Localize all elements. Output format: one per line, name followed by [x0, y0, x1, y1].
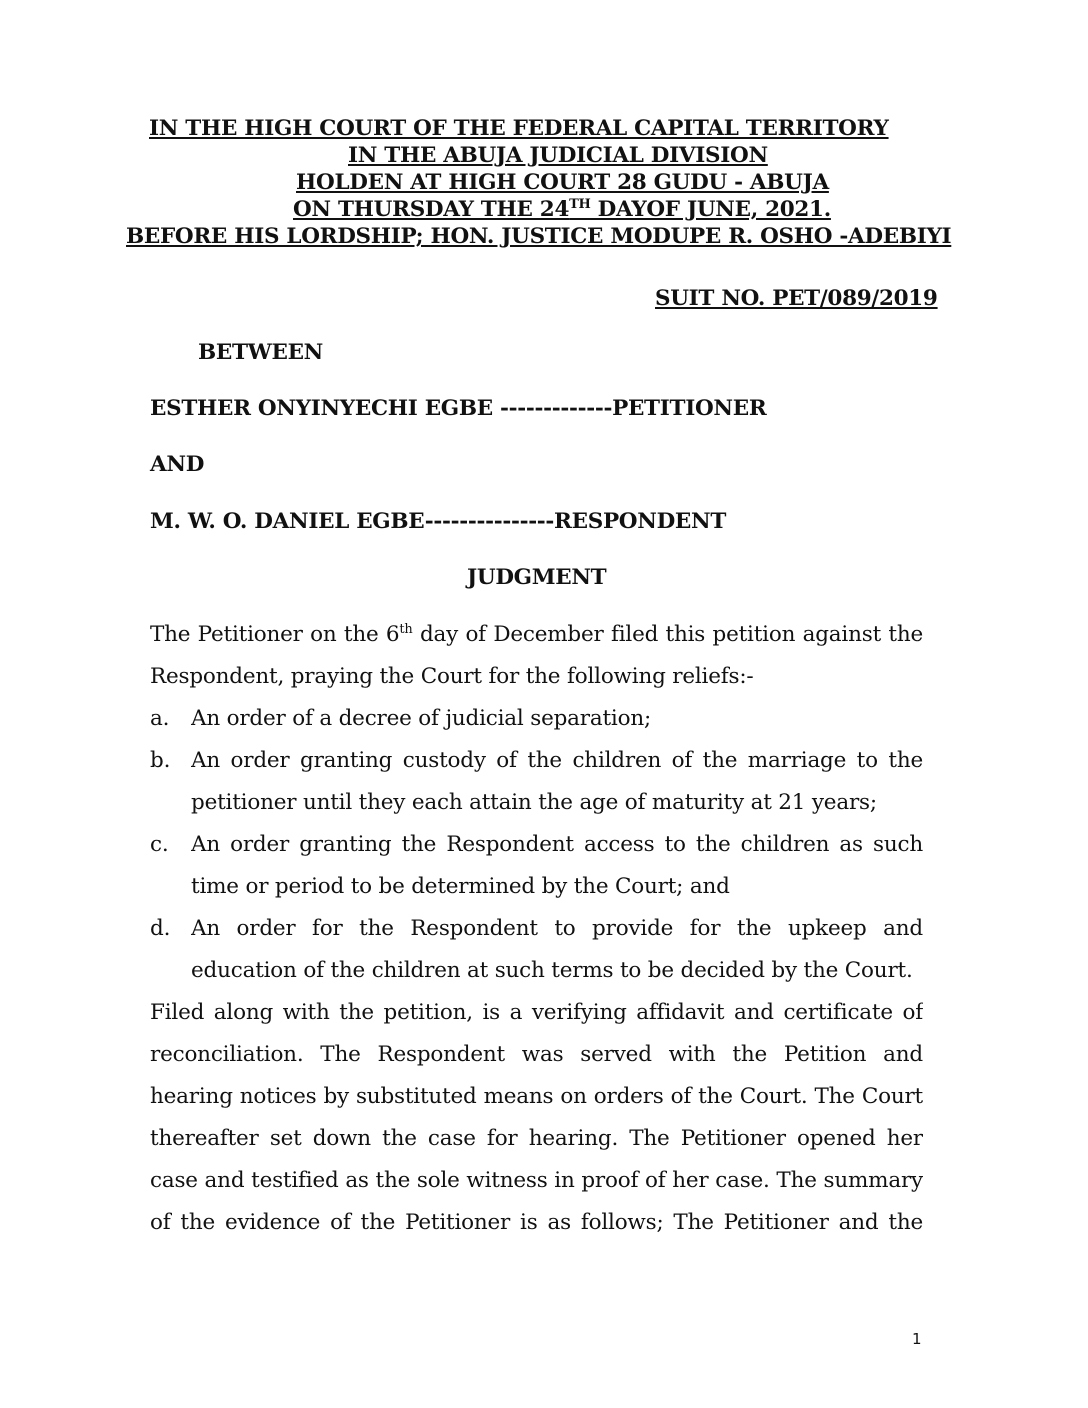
date-ordinal-suffix: TH: [569, 196, 591, 212]
paragraph-line: Filed along with the petition, is a verifying affidavit and certificate of: [150, 1000, 923, 1025]
and-label: AND: [150, 452, 205, 477]
relief-text: An order of a decree of judicial separation;: [191, 706, 652, 731]
judicial-division-line: IN THE ABUJA JUDICIAL DIVISION: [348, 143, 768, 168]
suit-number: SUIT NO. PET/089/2019: [655, 286, 938, 311]
relief-item-c: [150, 824, 923, 908]
paragraph-line: reconciliation. The Respondent was served with the Petition and: [150, 1042, 923, 1067]
intro-text-end: day of December filed this petition against the: [412, 622, 923, 647]
relief-text: education of the children at such terms to be decided by the Court.: [191, 958, 913, 983]
paragraph-line: thereafter set down the case for hearing. The Petitioner opened her: [150, 1126, 923, 1151]
court-name-line: IN THE HIGH COURT OF THE FEDERAL CAPITAL TERRITORY: [149, 116, 889, 141]
relief-item-a: [150, 698, 923, 740]
petitioner-line: ESTHER ONYINYECHI EGBE -------------PETITIONER: [150, 396, 767, 421]
judgment-body: [150, 614, 923, 1244]
page-number: 1: [912, 1330, 922, 1348]
paragraph-line: case and testified as the sole witness in proof of her case. The summary: [150, 1168, 923, 1193]
relief-text: An order granting custody of the children of the marriage to the: [191, 748, 923, 773]
between-label: BETWEEN: [198, 340, 324, 365]
date-text: ON THURSDAY THE 24: [293, 197, 570, 222]
intro-ordinal-suffix: th: [399, 621, 413, 637]
relief-text: time or period to be determined by the Court; and: [191, 874, 730, 899]
relief-label: c.: [150, 832, 169, 857]
judgment-date-line: [293, 196, 831, 224]
relief-text: An order for the Respondent to provide for the upkeep and: [191, 916, 923, 941]
date-text-end: DAYOF JUNE, 2021.: [590, 197, 831, 222]
judge-line: BEFORE HIS LORDSHIP; HON. JUSTICE MODUPE R. OSHO -ADEBIYI: [126, 224, 952, 249]
respondent-line: M. W. O. DANIEL EGBE---------------RESPONDENT: [150, 509, 727, 534]
relief-item-b: [150, 740, 923, 824]
intro-text: The Petitioner on the 6: [150, 622, 400, 647]
relief-label: d.: [150, 916, 171, 941]
judgment-title: JUDGMENT: [467, 565, 607, 590]
relief-item-d: [150, 908, 923, 992]
intro-line-2: Respondent, praying the Court for the following reliefs:-: [150, 664, 754, 689]
relief-text: An order granting the Respondent access to the children as such: [191, 832, 923, 857]
intro-line-1: [150, 614, 923, 656]
court-location-line: HOLDEN AT HIGH COURT 28 GUDU - ABUJA: [296, 170, 829, 195]
relief-text: petitioner until they each attain the age of maturity at 21 years;: [191, 790, 877, 815]
relief-label: b.: [150, 748, 171, 773]
relief-label: a.: [150, 706, 170, 731]
paragraph-line: hearing notices by substituted means on orders of the Court. The Court: [150, 1084, 923, 1109]
paragraph-line: of the evidence of the Petitioner is as follows; The Petitioner and the: [150, 1210, 923, 1235]
